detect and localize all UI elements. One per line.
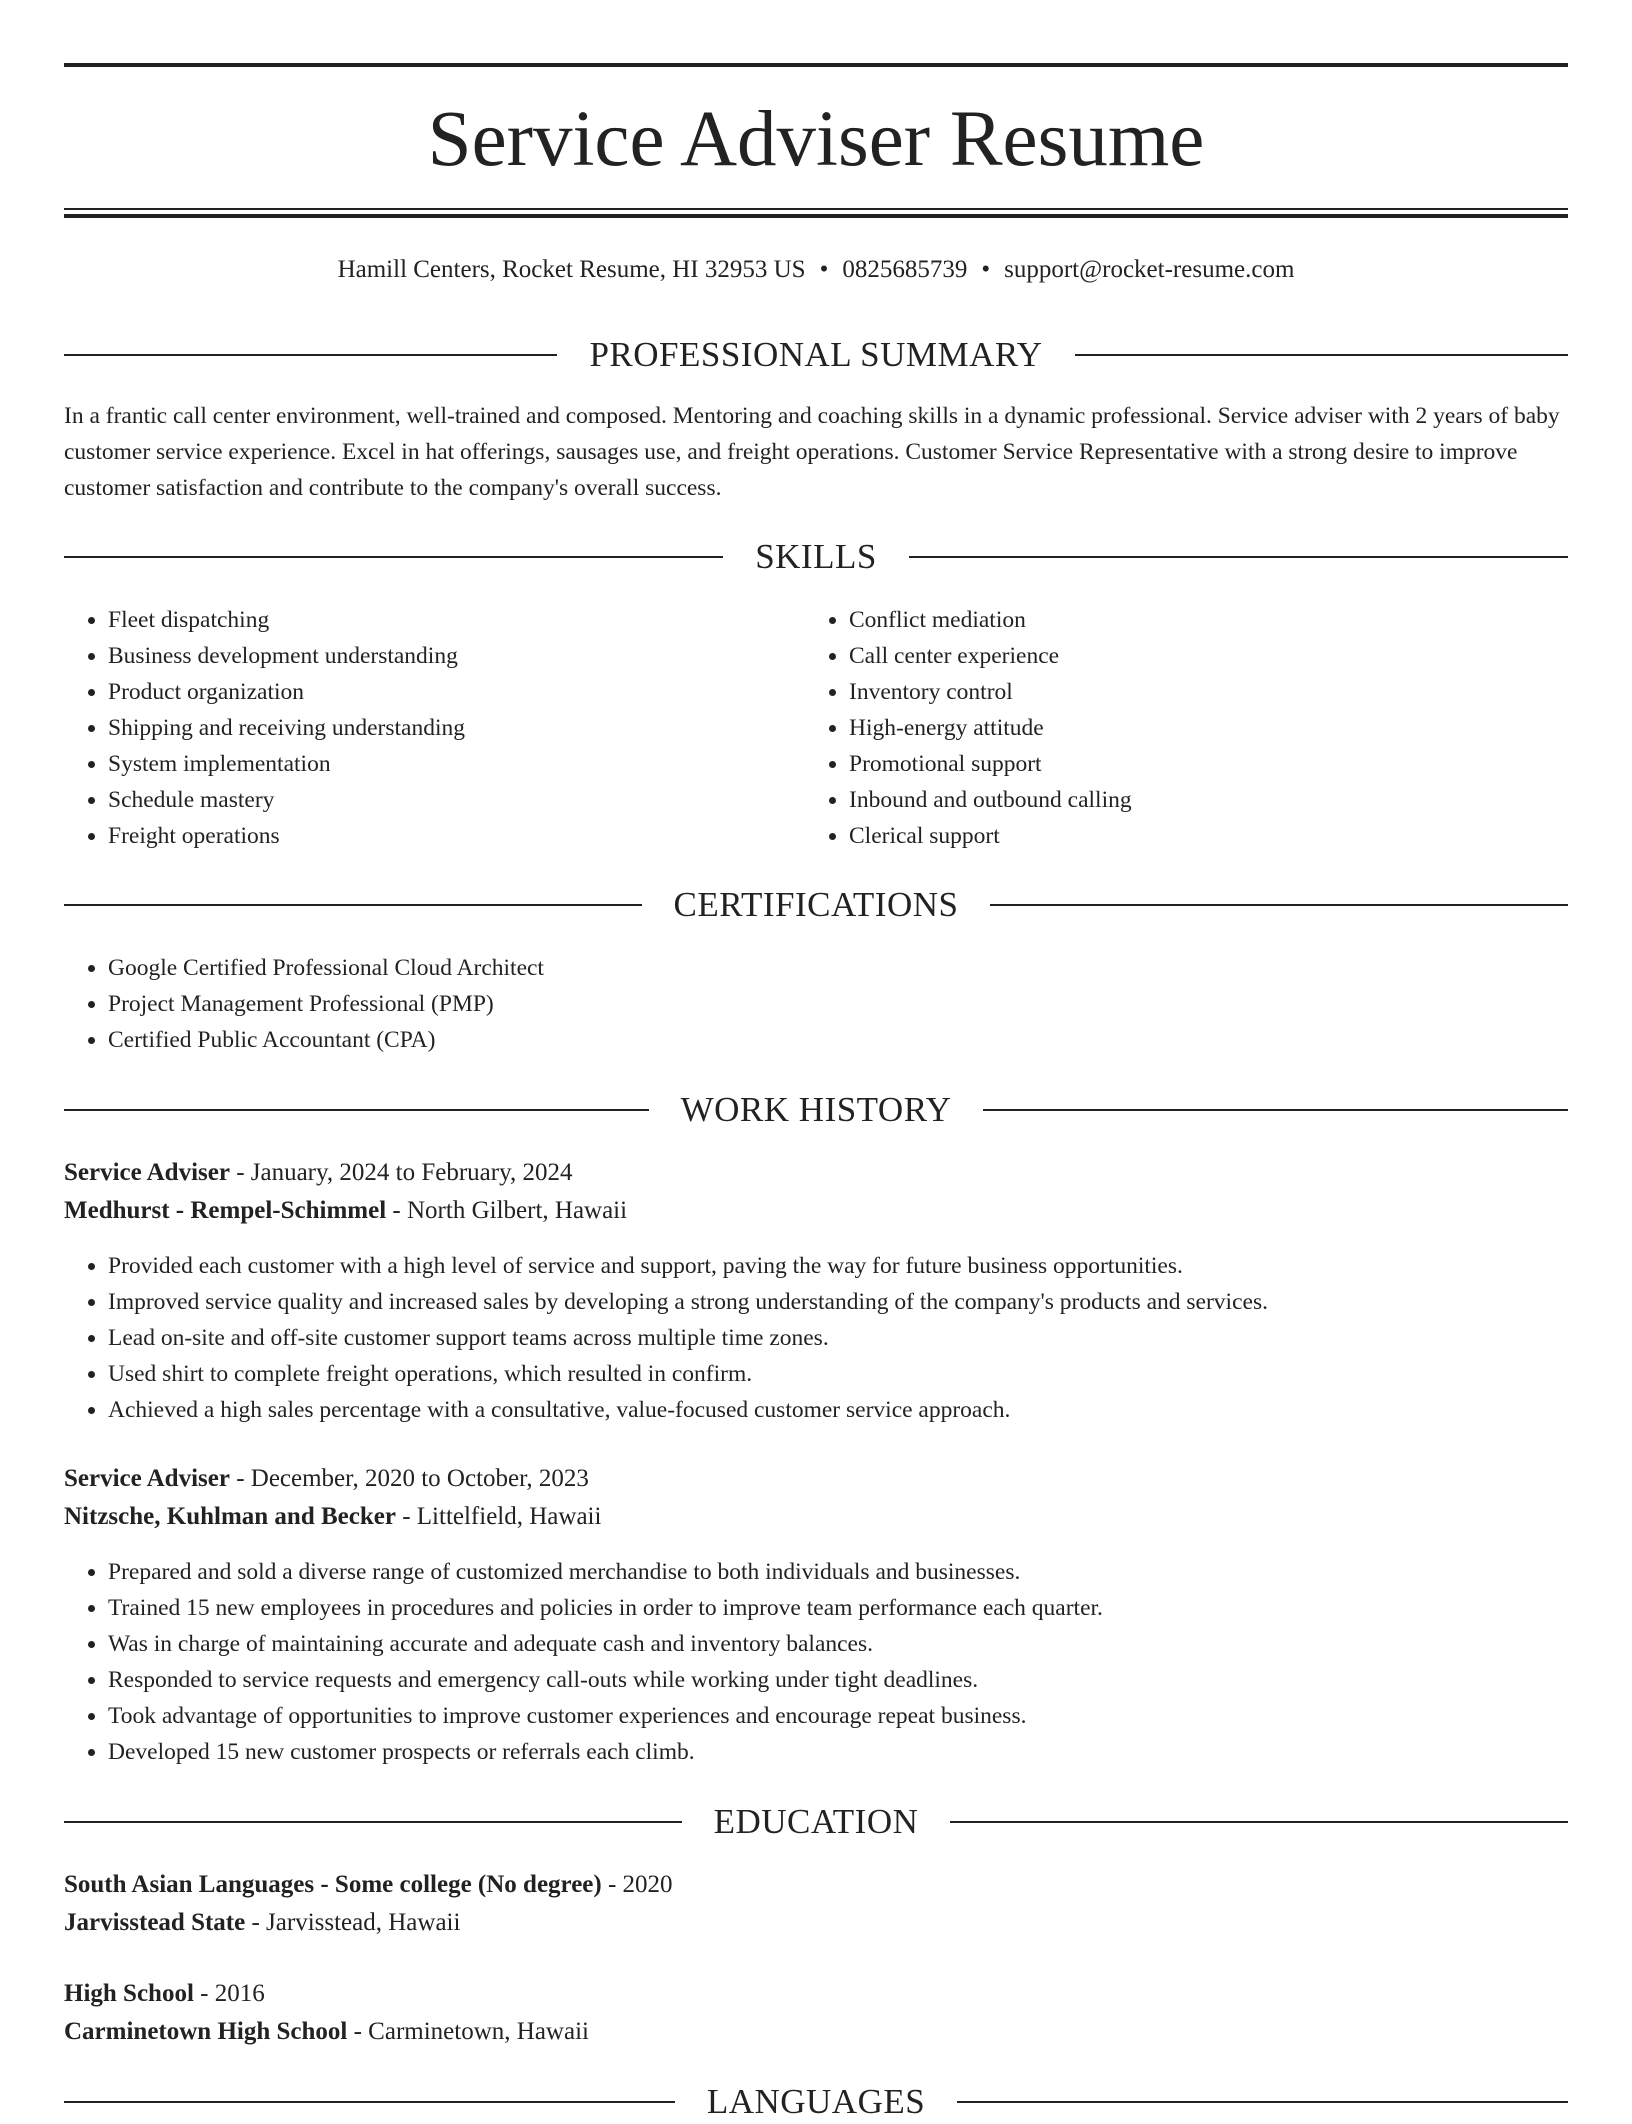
- job-location: - North Gilbert, Hawaii: [386, 1197, 628, 1224]
- skill-item: • Inventory control: [849, 674, 1565, 710]
- section-title: LANGUAGES: [706, 2082, 926, 2121]
- skill-item: • Schedule mastery: [108, 782, 804, 818]
- job-bullet: • Took advantage of opportunities to improve customer experiences and encourage repeat business.: [108, 1698, 1568, 1734]
- job-company-line: [64, 1192, 1568, 1230]
- contact-line: [64, 252, 1568, 288]
- contact-separator: •: [819, 256, 829, 283]
- job-company: Nitzsche, Kuhlman and Becker: [64, 1503, 396, 1530]
- section-heading-summary: [64, 333, 1568, 377]
- contact-phone: 0825685739: [842, 256, 968, 283]
- skill-item: • Promotional support: [849, 746, 1565, 782]
- job-dates: - December, 2020 to October, 2023: [229, 1465, 589, 1492]
- job-bullet: • Used shirt to complete freight operations, which resulted in confirm.: [108, 1356, 1568, 1392]
- skill-item: • System implementation: [108, 746, 804, 782]
- skill-item: • Business development understanding: [108, 638, 804, 674]
- job-company-line: [64, 1498, 1568, 1536]
- education-year: - 2020: [601, 1871, 673, 1898]
- education-degree: South Asian Languages - Some college (No degree): [64, 1871, 602, 1898]
- skills-column-left: [64, 602, 804, 854]
- job-dates: - January, 2024 to February, 2024: [229, 1159, 573, 1186]
- education-school-line: [64, 1904, 1568, 1942]
- job-title-line: [64, 1460, 1568, 1498]
- divider-line: [64, 1821, 682, 1823]
- job-bullet: • Provided each customer with a high level of service and support, paving the way for future business opportunities.: [108, 1248, 1568, 1284]
- skill-item: • Freight operations: [108, 818, 804, 854]
- job-bullet: • Lead on-site and off-site customer support teams across multiple time zones.: [108, 1320, 1568, 1356]
- job-entry: [64, 1154, 1568, 1230]
- divider-line: [909, 556, 1568, 558]
- job-title-line: [64, 1154, 1568, 1192]
- section-heading-work: [64, 1088, 1568, 1132]
- job-bullets: [64, 1554, 1568, 1770]
- education-year: - 2016: [193, 1980, 265, 2007]
- skill-item: • Fleet dispatching: [108, 602, 804, 638]
- section-heading-certifications: [64, 883, 1568, 927]
- title-double-rule: [64, 208, 1568, 218]
- divider-line: [64, 556, 723, 558]
- divider-line: [64, 904, 642, 906]
- section-title: EDUCATION: [713, 1802, 919, 1841]
- section-title: WORK HISTORY: [680, 1090, 952, 1129]
- divider-line: [957, 2101, 1568, 2103]
- job-bullet: • Improved service quality and increased sales by developing a strong understanding of the company's products and services.: [108, 1284, 1568, 1320]
- education-entry: [64, 1975, 1568, 2051]
- summary-text: In a frantic call center environment, well-trained and composed. Mentoring and coaching skills in a dynamic professional. Service adviser with 2 years of baby customer service experience. Excel in hat offerings, sausages use, and freight operations. Customer Service Representative with a strong desire to improve customer satisfaction and contribute to the company's overall success.: [64, 403, 1560, 501]
- job-bullets-block: [64, 1554, 1568, 1770]
- job-bullets: [64, 1248, 1568, 1428]
- skill-item: • Product organization: [108, 674, 804, 710]
- contact-separator: •: [981, 256, 991, 283]
- education-location: - Carminetown, Hawaii: [347, 2018, 589, 2045]
- skills-column-right: [805, 602, 1565, 854]
- education-degree: High School: [64, 1980, 194, 2007]
- skill-item: • Inbound and outbound calling: [849, 782, 1565, 818]
- job-bullet: • Trained 15 new employees in procedures and policies in order to improve team performance each quarter.: [108, 1590, 1568, 1626]
- certifications-list: [64, 950, 1568, 1058]
- divider-line: [950, 1821, 1568, 1823]
- section-heading-languages: [64, 2080, 1568, 2124]
- contact-email: support@rocket-resume.com: [1004, 256, 1295, 283]
- section-heading-education: [64, 1800, 1568, 1844]
- contact-address: Hamill Centers, Rocket Resume, HI 32953 US: [337, 256, 806, 283]
- divider-line: [64, 1109, 649, 1111]
- skills-list-right: [805, 602, 1565, 854]
- section-title: CERTIFICATIONS: [673, 885, 959, 924]
- education-degree-line: [64, 1866, 1568, 1904]
- job-company: Medhurst - Rempel-Schimmel: [64, 1197, 387, 1224]
- certification-item: • Certified Public Accountant (CPA): [108, 1022, 1568, 1058]
- certification-item: • Project Management Professional (PMP): [108, 986, 1568, 1022]
- section-title: PROFESSIONAL SUMMARY: [589, 335, 1043, 374]
- job-bullet: • Responded to service requests and emergency call-outs while working under tight deadlines.: [108, 1662, 1568, 1698]
- divider-line: [64, 354, 557, 356]
- job-bullet: • Prepared and sold a diverse range of customized merchandise to both individuals and businesses.: [108, 1554, 1568, 1590]
- job-bullet: • Achieved a high sales percentage with a consultative, value-focused customer service approach.: [108, 1392, 1568, 1428]
- section-heading-skills: [64, 535, 1568, 579]
- job-location: - Littelfield, Hawaii: [395, 1503, 602, 1530]
- education-location: - Jarvisstead, Hawaii: [245, 1909, 461, 1936]
- skill-item: • High-energy attitude: [849, 710, 1565, 746]
- skill-item: • Shipping and receiving understanding: [108, 710, 804, 746]
- education-school: Carminetown High School: [64, 2018, 348, 2045]
- skill-item: • Call center experience: [849, 638, 1565, 674]
- job-entry: [64, 1460, 1568, 1536]
- skill-item: • Clerical support: [849, 818, 1565, 854]
- job-title: Service Adviser: [64, 1465, 230, 1492]
- divider-line: [990, 904, 1568, 906]
- job-bullet: • Developed 15 new customer prospects or referrals each climb.: [108, 1734, 1568, 1770]
- divider-line: [1075, 354, 1568, 356]
- job-bullets-block: [64, 1248, 1568, 1428]
- job-title: Service Adviser: [64, 1159, 230, 1186]
- skills-list-left: [64, 602, 804, 854]
- divider-line: [983, 1109, 1568, 1111]
- education-entry: [64, 1866, 1568, 1942]
- education-degree-line: [64, 1975, 1568, 2013]
- job-bullet: • Was in charge of maintaining accurate and adequate cash and inventory balances.: [108, 1626, 1568, 1662]
- certifications-block: [64, 950, 1568, 1058]
- skill-item: • Conflict mediation: [849, 602, 1565, 638]
- page-title: Service Adviser Resume: [427, 96, 1205, 183]
- education-school: Jarvisstead State: [64, 1909, 246, 1936]
- top-rule: [64, 63, 1568, 67]
- divider-line: [64, 2101, 675, 2103]
- section-title: SKILLS: [755, 537, 877, 576]
- certification-item: • Google Certified Professional Cloud Architect: [108, 950, 1568, 986]
- education-school-line: [64, 2013, 1568, 2051]
